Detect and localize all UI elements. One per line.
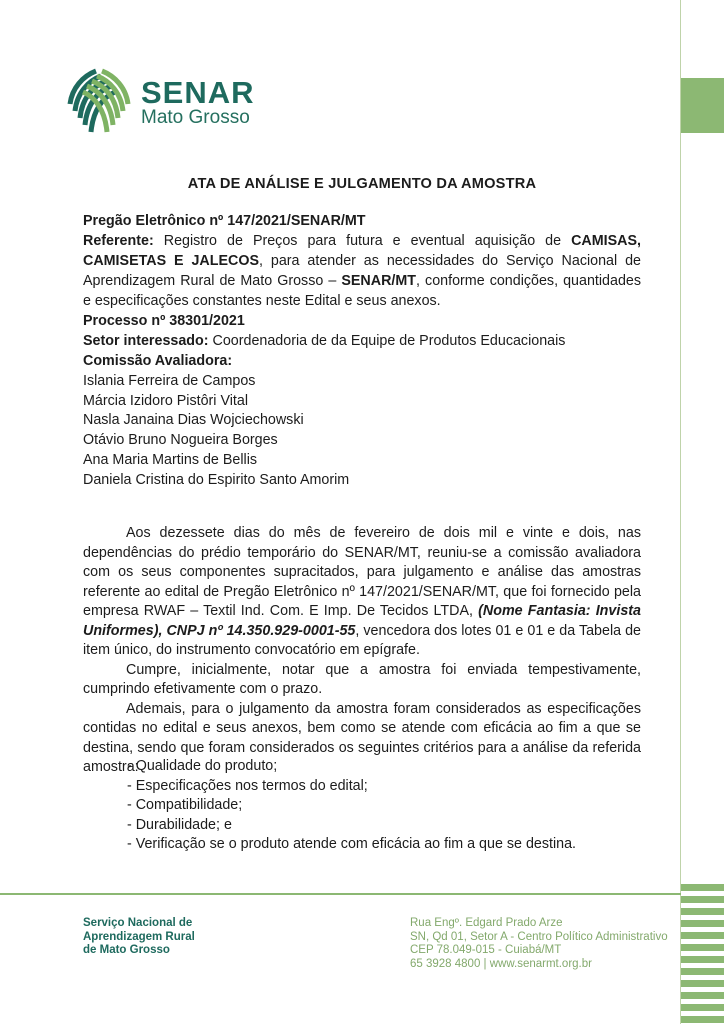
- footer-addr-line: Rua Engº. Edgard Prado Arze: [410, 917, 563, 929]
- senar-logo-text: [141, 66, 255, 128]
- body-text: [83, 524, 641, 778]
- comissao-label: Comissão Avaliadora:: [83, 353, 233, 369]
- criteria-item: - Especificações nos termos do edital;: [127, 777, 368, 794]
- pregao-line: Pregão Eletrônico nº 147/2021/SENAR/MT: [83, 213, 366, 229]
- logo-brand: SENAR: [141, 75, 255, 110]
- logo-region: Mato Grosso: [141, 107, 250, 128]
- committee-member: Daniela Cristina do Espirito Santo Amorim: [83, 471, 350, 488]
- footer-org-line: Aprendizagem Rural: [83, 930, 195, 943]
- paragraph-1: Aos dezessete dias do mês de fevereiro de dois mil e vinte e dois, nas dependências do prédio temporário do SENAR/MT, reuniu-se a comissão avaliadora com os seus componentes supracitados, para julgamento e análise das amostras referente ao edital de Pregão Eletrônico nº 147/2021/SENAR/MT, que foi fornecido pela empresa RWAF – Textil Ind. Com. E Imp. De Tecidos LTDA, (Nome Fantasia: Invista Uniformes), CNPJ nº 14.350.929-0001-55, vencedora dos lotes 01 e 01 e da Tabela de item único, do instrumento convocatório em epígrafe.: [83, 525, 642, 658]
- footer-organization: [83, 917, 195, 958]
- referente-paragraph: Referente: Registro de Preços para futura e eventual aquisição de CAMISAS, CAMISETAS E JALECOS, para atender as necessidades do Serviço Nacional de Aprendizagem Rural de Mato Grosso – SENAR/MT, conforme condições, quantidades e especificações constantes neste Edital e seus anexos.: [83, 233, 642, 309]
- processo-line: Processo nº 38301/2021: [83, 313, 245, 329]
- criteria-item: - Compatibilidade;: [127, 797, 243, 814]
- footer-address: [410, 917, 668, 972]
- committee-list: [83, 372, 641, 490]
- document-title: ATA DE ANÁLISE E JULGAMENTO DA AMOSTRA: [187, 176, 537, 192]
- committee-member: Nasla Janaina Dias Wojciechowski: [83, 412, 304, 429]
- footer-addr-line: CEP 78.049-015 - Cuiabá/MT: [410, 944, 562, 957]
- footer-addr-line: 65 3928 4800 | www.senarmt.org.br: [410, 958, 592, 971]
- top-right-green-block: [681, 78, 724, 133]
- footer-org-line: de Mato Grosso: [83, 944, 170, 957]
- criteria-item: - Verificação se o produto atende com eficácia ao fim a que se destina.: [127, 836, 577, 853]
- footer-org-line: Serviço Nacional de: [83, 917, 193, 929]
- committee-member: Islania Ferreira de Campos: [83, 373, 256, 389]
- paragraph-2: Cumpre, inicialmente, notar que a amostra foi enviada tempestivamente, cumprindo efetivamente com o prazo.: [83, 661, 641, 697]
- criteria-item: - Durabilidade; e: [127, 816, 232, 833]
- committee-member: Márcia Izidoro Pistôri Vital: [83, 392, 249, 409]
- criteria-list: [127, 757, 641, 855]
- senar-logo: [63, 66, 255, 140]
- paragraph-3: Ademais, para o julgamento da amostra foram considerados as especificações contidas no edital e seus anexos, bem como se atende com eficácia ao fim a que se destina, sendo que foram considerados os seguintes critérios para a análise da referida amostra:: [83, 700, 641, 775]
- committee-member: Otávio Bruno Nogueira Borges: [83, 432, 278, 449]
- footer-addr-line: SN, Qd 01, Setor A - Centro Político Administrativo: [410, 930, 668, 943]
- meta-block: [83, 211, 641, 371]
- committee-member: Ana Maria Martins de Bellis: [83, 451, 258, 468]
- criteria-item: - Qualidade do produto;: [127, 758, 278, 774]
- footer-separator-line: [0, 893, 681, 895]
- right-vertical-rule: [680, 0, 681, 1024]
- senar-field-icon: [63, 66, 135, 140]
- bottom-right-stripes: [681, 884, 724, 1024]
- setor-line: Setor interessado: Coordenadoria de da Equipe de Produtos Educacionais: [83, 333, 566, 349]
